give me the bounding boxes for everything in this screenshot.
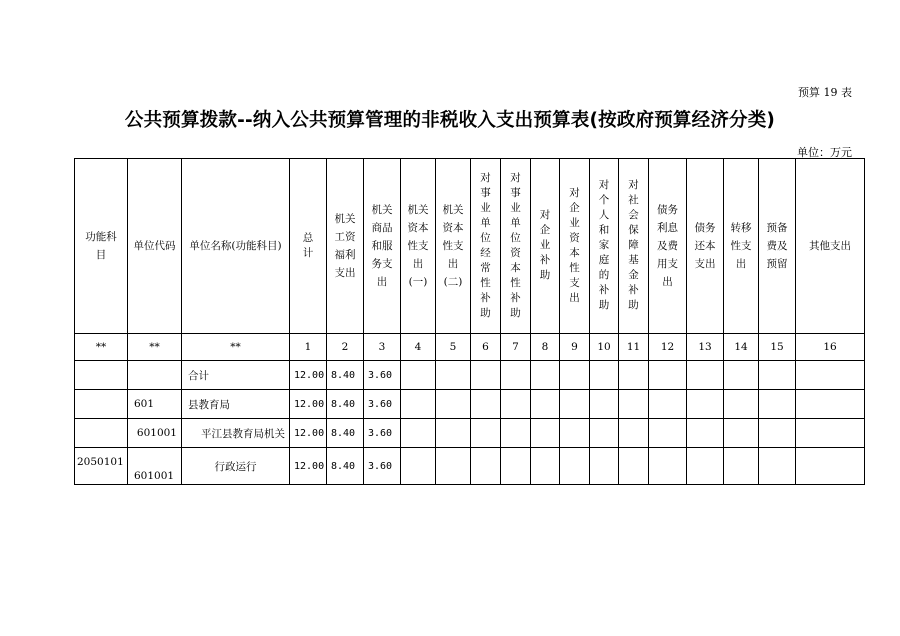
salary-cell: 8.40 [327,390,364,419]
header-col-7: 对事业单位资本性补助 [501,159,531,334]
unit-name-cell: 平江县教育局机关 [182,419,290,448]
header-col-8: 对企业补助 [531,159,560,334]
header-col-5: 机关资本性支出(二) [436,159,471,334]
index-cell: 8 [531,334,560,361]
unit-code-cell: 601 [128,390,182,419]
page-title: 公共预算拨款--纳入公共预算管理的非税收入支出预算表(按政府预算经济分类) [124,110,776,131]
index-cell: 7 [501,334,531,361]
index-cell: 15 [759,334,796,361]
header-col-12: 债务利息及费用支出 [649,159,687,334]
unit-code-cell [128,361,182,390]
func-code-cell: 2050101 [75,448,128,485]
header-col-2: 机关工资福利支出 [327,159,364,334]
header-col-16: 其他支出 [796,159,865,334]
header-col-11: 对社会保障基金补助 [619,159,649,334]
unit-name-cell: 行政运行 [182,448,290,485]
goods-services-cell: 3.60 [364,361,401,390]
header-col-4: 机关资本性支出(一) [401,159,436,334]
index-cell: 3 [364,334,401,361]
header-col-14: 转移性支出 [724,159,759,334]
index-cell: 9 [560,334,590,361]
table-number: 预算 19 表 [798,86,852,99]
func-code-cell [75,390,128,419]
index-row [75,334,865,361]
goods-services-cell: 3.60 [364,390,401,419]
index-cell: 1 [290,334,327,361]
index-cell: 13 [687,334,724,361]
unit-label: 单位：万元 [797,146,852,159]
unit-name-cell: 县教育局 [182,390,290,419]
header-col-6: 对事业单位经常性补助 [471,159,501,334]
header-total: 总计 [290,159,327,334]
unit-code-cell: 601001 [128,448,182,485]
index-cell: ** [128,334,182,361]
index-cell: 11 [619,334,649,361]
budget-table [74,158,865,485]
total-cell: 12.00 [290,448,327,485]
header-col-9: 对企业资本性支出 [560,159,590,334]
header-col-10: 对个人和家庭的补助 [590,159,619,334]
index-cell: 6 [471,334,501,361]
index-cell: 10 [590,334,619,361]
index-cell: 4 [401,334,436,361]
func-code-cell [75,361,128,390]
header-col-3: 机关商品和服务支出 [364,159,401,334]
salary-cell: 8.40 [327,361,364,390]
salary-cell: 8.40 [327,419,364,448]
index-cell: ** [182,334,290,361]
index-cell: 2 [327,334,364,361]
header-row [75,159,865,334]
table-row-operation [75,448,865,485]
unit-code-cell: 601001 [128,419,182,448]
index-cell: ** [75,334,128,361]
goods-services-cell: 3.60 [364,448,401,485]
table-row-bureau [75,390,865,419]
header-function-subject: 功能科目 [75,159,128,334]
header-col-15: 预备费及预留 [759,159,796,334]
salary-cell: 8.40 [327,448,364,485]
header-unit-name: 单位名称(功能科目) [182,159,290,334]
goods-services-cell: 3.60 [364,419,401,448]
unit-name-cell: 合计 [182,361,290,390]
total-cell: 12.00 [290,361,327,390]
table-row-office [75,419,865,448]
total-cell: 12.00 [290,419,327,448]
header-unit-code: 单位代码 [128,159,182,334]
index-cell: 5 [436,334,471,361]
index-cell: 14 [724,334,759,361]
table-row-total [75,361,865,390]
func-code-cell [75,419,128,448]
index-cell: 16 [796,334,865,361]
total-cell: 12.00 [290,390,327,419]
header-col-13: 债务还本支出 [687,159,724,334]
index-cell: 12 [649,334,687,361]
